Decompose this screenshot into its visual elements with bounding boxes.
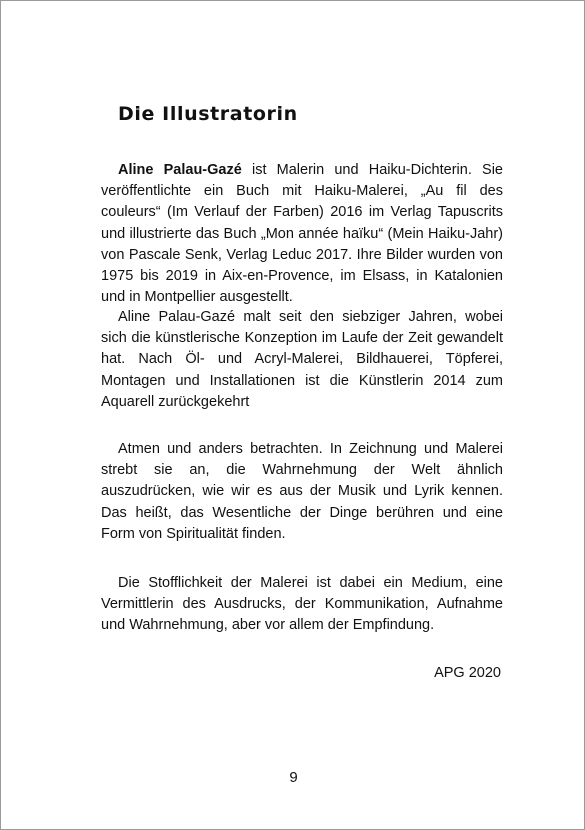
- signature: APG 2020: [434, 665, 501, 681]
- paragraph-1: [101, 160, 503, 308]
- author-name: Aline Palau-Gazé: [118, 162, 242, 178]
- paragraph-2: [101, 307, 503, 413]
- paragraph-2-text: Aline Palau-Gazé malt seit den siebziger Jahren, wobei sich die künstlerische Konzeption im Laufe der Zeit gewandelt hat. Nach Öl- und Acryl-Malerei, Bildhauerei, Töpferei, Montagen und Installationen ist die Künstlerin 2014 zum Aquarell zurückgekehrt: [101, 309, 503, 410]
- page-title: Die Illustratorin: [118, 103, 298, 125]
- page-number: 9: [289, 769, 298, 786]
- paragraph-1-text: [101, 160, 503, 308]
- paragraph-4: [101, 573, 503, 637]
- paragraph-3: [101, 439, 503, 545]
- paragraph-3-text: Atmen und anders betrachten. In Zeichnung und Malerei strebt sie an, die Wahrnehmung der Welt ähnlich auszudrücken, wie wir es aus der Musik und Lyrik kennen. Das heißt, das Wesentliche der Dinge berühren und eine Form von Spiritualität finden.: [101, 441, 503, 542]
- paragraph-1-body: ist Malerin und Haiku-Dichterin. Sie veröffentlichte ein Buch mit Haiku-Malerei, „Au fil des couleurs“ (Im Verlauf der Farben) 2016 im Verlag Tapuscrits und illustrierte das Buch „Mon année haïku“ (Mein Haiku-Jahr) von Pascale Senk, Verlag Leduc 2017. Ihre Bilder wurden von 1975 bis 2019 in Aix-en-Provence, im Elsass, in Katalonien und in Montpellier ausgestellt.: [101, 162, 503, 306]
- paragraph-4-text: Die Stofflichkeit der Malerei ist dabei ein Medium, eine Vermittlerin des Ausdrucks, der Kommunikation, Aufnahme und Wahrnehmung, aber vor allem der Empfindung.: [101, 575, 503, 634]
